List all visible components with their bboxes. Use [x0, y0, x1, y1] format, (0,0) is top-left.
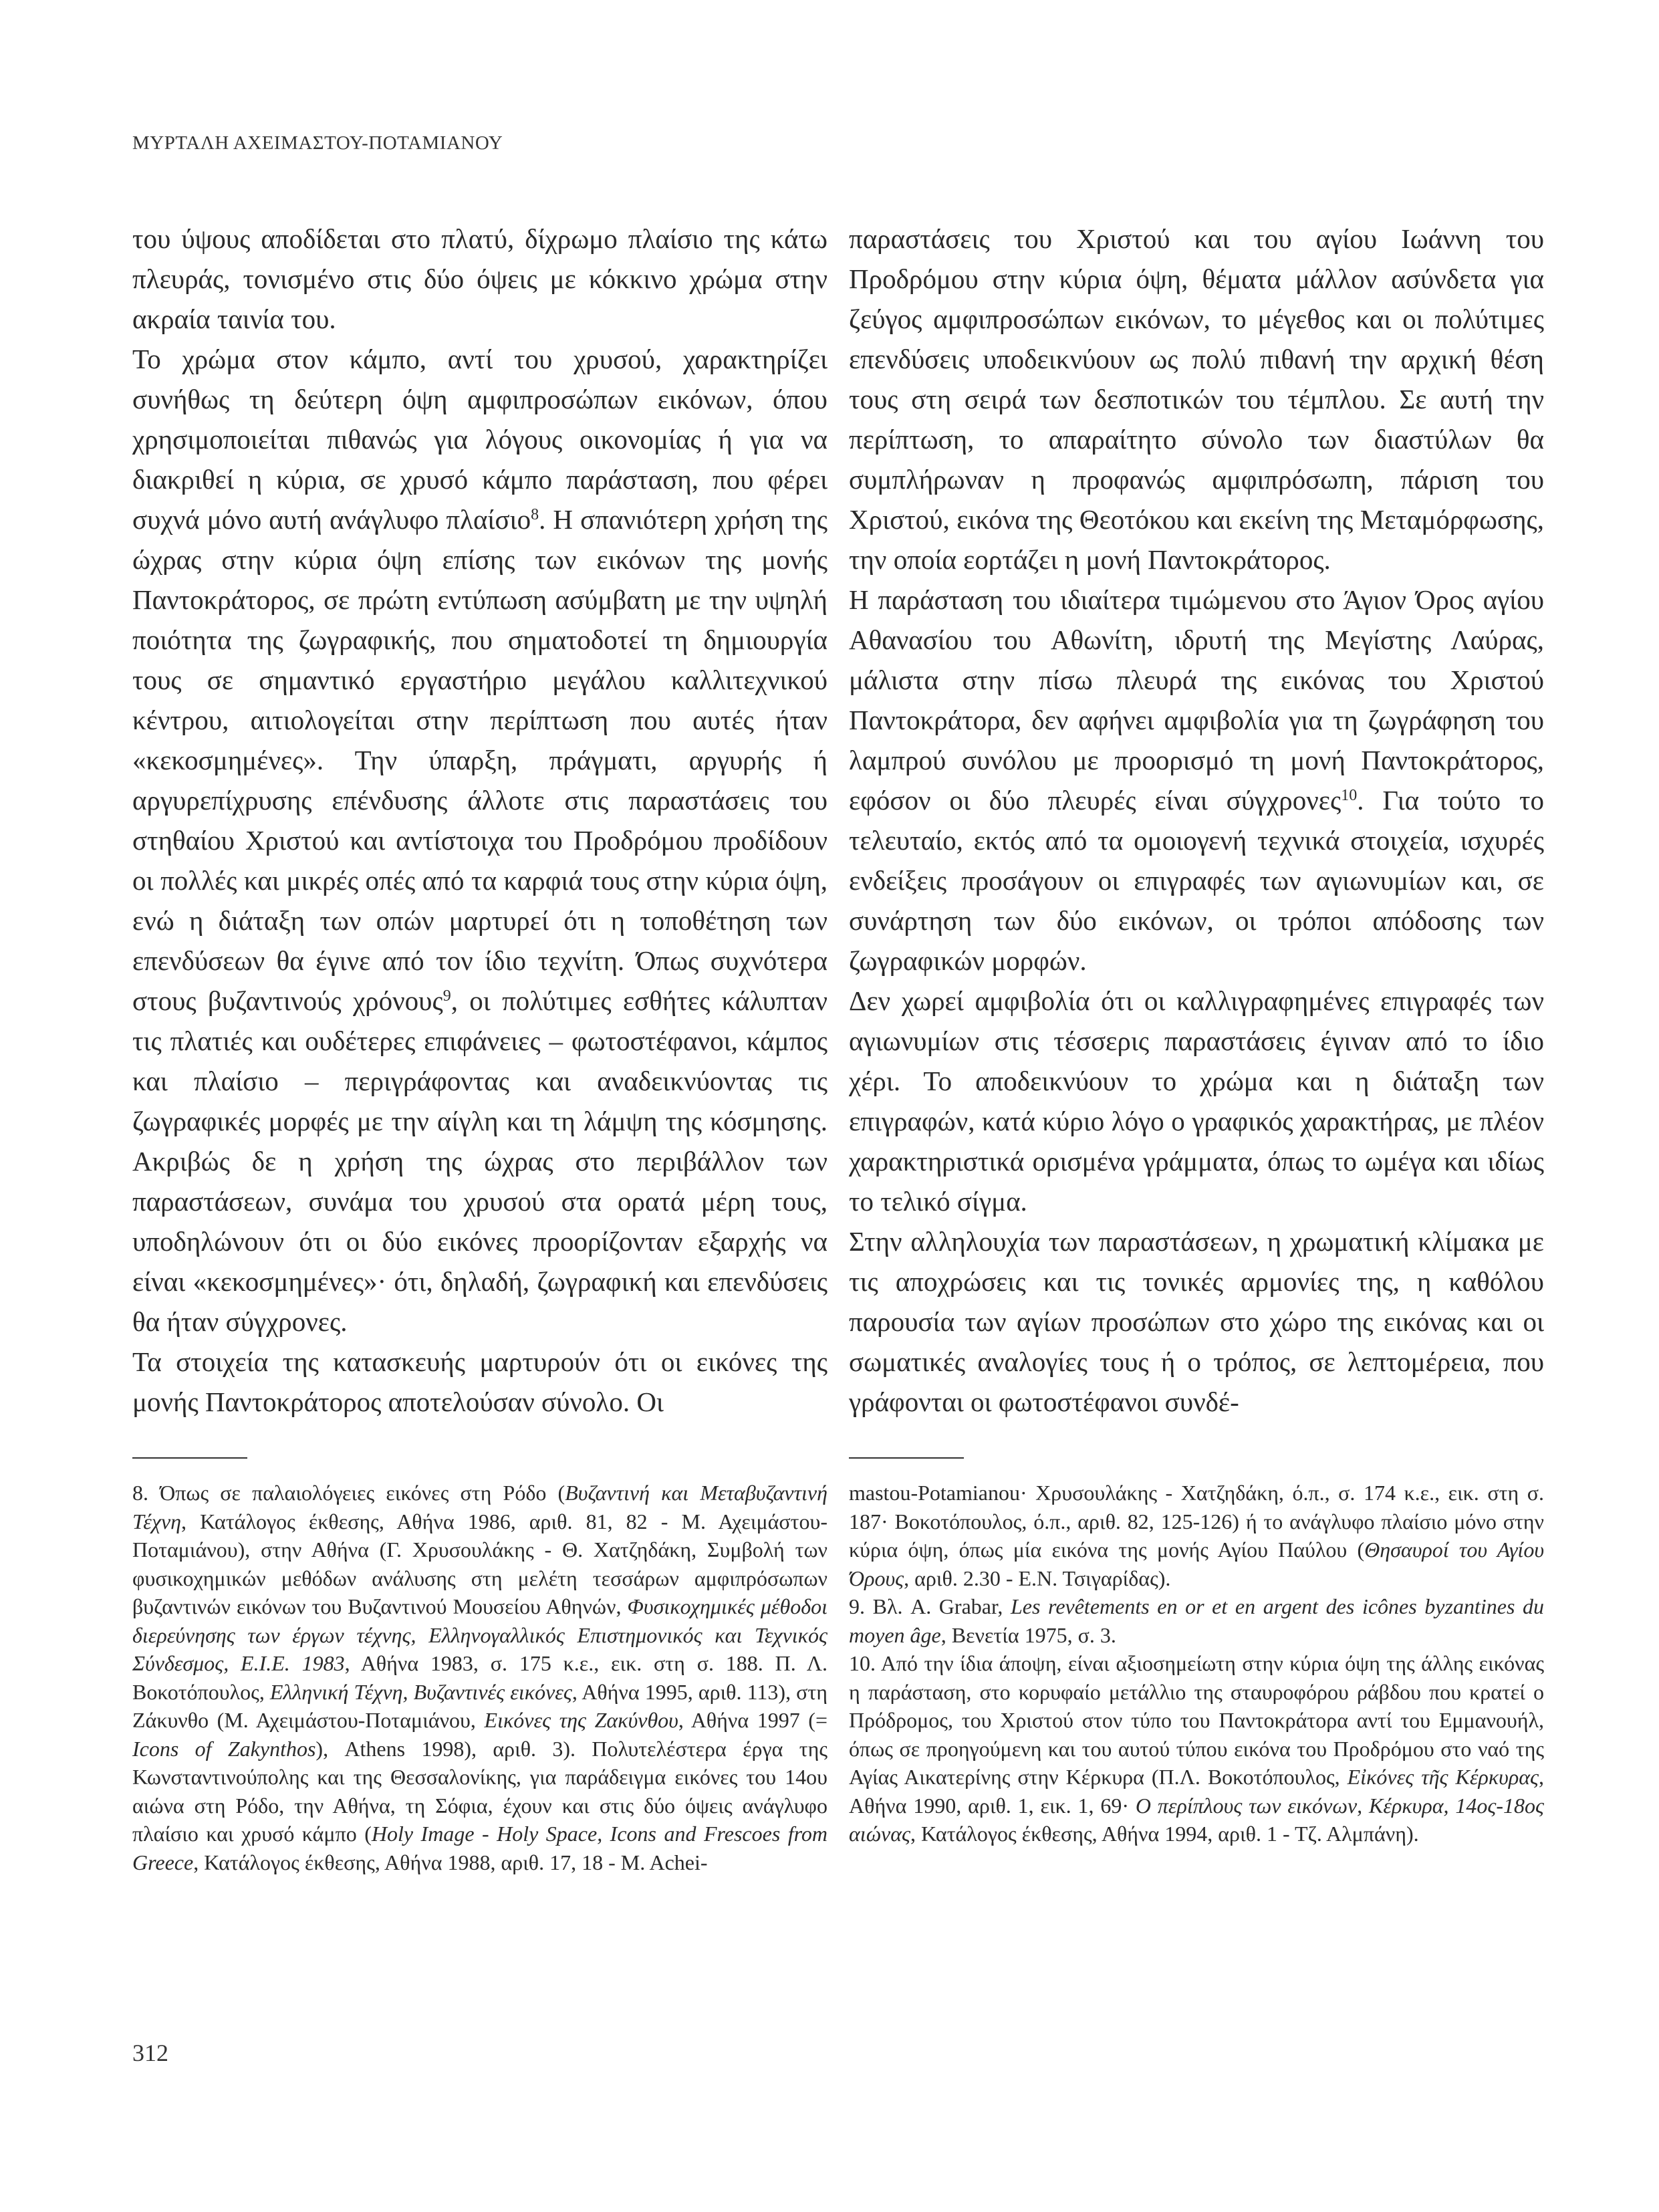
footnote-text: 9. Βλ. A. Grabar,: [849, 1594, 1011, 1618]
footnote-text: , Αθήνα 1997 (=: [678, 1708, 828, 1732]
body-column-left: [132, 219, 827, 1422]
paragraph: [849, 981, 1544, 1221]
footnote-title: Holy Image - Holy Space, Icons and Frescoes from Greece: [132, 1822, 828, 1874]
footnotes-right: [849, 1479, 1544, 1848]
paragraph-text: . Για τούτο το τελευταίο, εκτός από τα ομοιογενή τεχνικά στοιχεία, ισχυρές ενδείξεις προσάγουν οι επιγραφές των αγιωνυμίων και, σε συνάρτηση των δύο εικόνων, οι τρόποι απόδοσης των ζωγραφικών μορφών.: [849, 785, 1544, 976]
paragraph: [849, 219, 1544, 580]
footnote-9: [849, 1592, 1544, 1649]
footnote-text: , Κατάλογος έκθεσης, Αθήνα 1994, αριθ. 1 - Τζ. Αλμπάνη).: [910, 1822, 1419, 1846]
paragraph: [849, 580, 1544, 981]
footnote-title: Βυζαντινή και Μεταβυζαντινή Τέχνη: [132, 1481, 828, 1533]
paragraph-text: παραστάσεις του Χριστού και του αγίου Ιωάννη του Προδρόμου στην κύρια όψη, θέματα μάλλον ασύνδετα για ζεύγος αμφιπροσώπων εικόνων, το μέγεθος και οι πολύτιμες επενδύσεις υποδεικνύουν ως πολύ πιθανή την αρχική θέση τους στη σειρά των δεσποτικών του τέμπλου. Σε αυτή την περίπτωση, το απαραίτητο σύνολο των διαστύλων θα συμπλήρωναν η προφανώς αμφιπρόσωπη, πάριση του Χριστού, εικόνα της Θεοτόκου και εκείνη της Μεταμόρφωσης, την οποία εορτάζει η μονή Παντοκράτορος.: [849, 223, 1544, 575]
paragraph-text: , οι πολύτιμες εσθήτες κάλυπταν τις πλατιές και ουδέτερες επιφάνειες – φωτοστέφανοι, κάμπος και πλαίσιο – περιγράφοντας και αναδεικνύοντας τις ζωγραφικές μορφές με την αίγλη και τη λάμψη της κόσμησης. Ακριβώς δε η χρήση της ώχρας στο περιβάλλον των παραστάσεων, συνάμα του χρυσού στα ορατά μέρη τους, υποδηλώνουν ότι οι δύο εικόνες προορίζονταν εξαρχής να είναι «κεκοσμημένες»· ότι, δηλαδή, ζωγραφική και επενδύσεις θα ήταν σύγχρονες.: [132, 985, 827, 1337]
paragraph: [132, 1342, 827, 1422]
footnote-text: , Βενετία 1975, σ. 3.: [940, 1622, 1116, 1647]
footnote-text: , Αθήνα 1995, αριθ. 113), στη Ζάκυνθο (Μ. Αχειμάστου-Ποταμιάνου,: [132, 1679, 828, 1732]
footnote-text: 8. Όπως σε παλαιολόγειες εικόνες στη Ρόδο (: [132, 1481, 565, 1505]
footnote-title: Εικόνες της Ζακύνθου: [484, 1708, 678, 1732]
footnote-text: , Κατάλογος έκθεσης, Αθήνα 1986, αριθ. 81, 82 - Μ. Αχειμάστου-Ποταμιάνου), στην Αθήνα (Γ. Χρυσουλάκης - Θ. Χατζηδάκη, Συμβολή των φυσικοχημικών μεθόδων ανάλυσης στη μελέτη τεσσάρων αμφιπρόσωπων βυζαντινών εικόνων του Βυζαντινού Μουσείου Αθηνών,: [132, 1509, 827, 1618]
footnote-text: , αριθ. 2.30 - Ε.Ν. Τσιγαρίδας).: [904, 1566, 1171, 1590]
footnote-title: Εἰκόνες τῆς Κέρκυρας: [1347, 1765, 1539, 1789]
footnote-title: Ελληνική Τέχνη, Βυζαντινές εικόνες: [269, 1679, 572, 1704]
footnote-title: Ο περίπλους των εικόνων, Κέρκυρα, 14ος-18ος αιώνας: [849, 1793, 1545, 1846]
footnote-title: Les revêtements en or et en argent des icônes byzantines du moyen âge: [849, 1594, 1545, 1647]
footnote-ref[interactable]: 9: [442, 987, 451, 1005]
paragraph-text: Το χρώμα στον κάμπο, αντί του χρυσού, χαρακτηρίζει συνήθως τη δεύτερη όψη αμφιπροσώπων εικόνων, όπου χρησιμοποιείται πιθανώς για λόγους οικονομίας ή για να διακριθεί η κύρια, σε χρυσό κάμπο παράσταση, που φέρει συχνά μόνο αυτή ανάγλυφο πλαίσιο: [132, 344, 827, 535]
footnote-8-continued: [849, 1479, 1544, 1592]
paragraph-text: Η παράσταση του ιδιαίτερα τιμώμενου στο Άγιον Όρος αγίου Αθανασίου του Αθωνίτη, ιδρυτή της Μεγίστης Λαύρας, μάλιστα στην πίσω πλευρά της εικόνας του Χριστού Παντοκράτορα, δεν αφήνει αμφιβολία για τη ζωγράφηση του λαμπρού συνόλου με προορισμό τη μονή Παντοκράτορος, εφόσον οι δύο πλευρές είναι σύγχρονες: [849, 584, 1544, 816]
paragraph-text: του ύψους αποδίδεται στο πλατύ, δίχρωμο πλαίσιο της κάτω πλευράς, τονισμένο στις δύο όψεις με κόκκινο χρώμα στην ακραία ταινία του.: [132, 223, 827, 334]
footnotes-left: [132, 1479, 827, 1876]
footnote-rule: [132, 1457, 247, 1459]
body-column-right: [849, 219, 1544, 1422]
footnote-8: [132, 1479, 827, 1876]
footnote-10: [849, 1649, 1544, 1848]
paragraph: [849, 1221, 1544, 1422]
footnote-text: ), Athens 1998), αριθ. 3). Πολυτελέστερα έργα της Κωνσταντινούπολης και της Θεσσαλονίκης, για παράδειγμα εικόνες του 14ου αιώνα στη Ρόδο, την Αθήνα, τη Σόφια, έχουν και στις δύο όψεις ανάγλυφο πλαίσιο και χρυσό κάμπο (: [132, 1736, 827, 1846]
paragraph-text: Στην αλληλουχία των παραστάσεων, η χρωματική κλίμακα με τις αποχρώσεις και τις τονικές αρμονίες της, η καθόλου παρουσία των αγίων προσώπων στο χώρο της εικόνας και οι σωματικές αναλογίες τους ή ο τρόπος, σε λεπτομέρεια, που γράφονται οι φωτοστέφανοι συνδέ-: [849, 1226, 1544, 1417]
footnote-text: 10. Από την ίδια άποψη, είναι αξιοσημείωτη στην κύρια όψη της άλλης εικόνας η παράσταση, στο κορυφαίο μετάλλιο της σταυροφόρου ράβδου που κρατεί ο Πρόδρομος, του Χριστού στον τύπο του Παντοκράτορα αντί του Εμμανουήλ, όπως σε προηγούμενη και του αυτού τύπου εικόνα του Προδρόμου στο ναό της Αγίας Αικατερίνης στην Κέρκυρα (Π.Λ. Βοκοτόπουλος,: [849, 1651, 1544, 1789]
footnote-ref[interactable]: 8: [531, 506, 539, 523]
paragraph-text: Τα στοιχεία της κατασκευής μαρτυρούν ότι οι εικόνες της μονής Παντοκράτορος αποτελούσαν σύνολο. Οι: [132, 1346, 827, 1417]
footnote-ref[interactable]: 10: [1341, 787, 1358, 804]
footnote-title: Θησαυροί του Αγίου Όρους: [849, 1538, 1545, 1590]
footnote-text: mastou-Potamianou· Χρυσουλάκης - Χατζηδάκη, ό.π., σ. 174 κ.ε., εικ. στη σ. 187· Βοκοτόπουλος, ό.π., αριθ. 82, 125-126) ή το ανάγλυφο πλαίσιο μόνο στην κύρια όψη, όπως μία εικόνα της μονής Αγίου Παύλου (: [849, 1481, 1544, 1562]
running-head: ΜΥΡΤΑΛΗ ΑΧΕΙΜΑΣΤΟΥ-ΠΟΤΑΜΙΑΝΟΥ: [132, 132, 503, 154]
footnote-title: Φυσικοχημικές μέθοδοι διερεύνησης των έργων τέχνης, Ελληνογαλλικός Επιστημονικός και Τεχνικός Σύνδεσμος, Ε.Ι.Ε. 1983: [132, 1594, 828, 1675]
paragraph-text: Δεν χωρεί αμφιβολία ότι οι καλλιγραφημένες επιγραφές των αγιωνυμίων στις τέσσερις παραστάσεις έγιναν από το ίδιο χέρι. Το αποδεικνύουν το χρώμα και η διάταξη των επιγραφών, κατά κύριο λόγο ο γραφικός χαρακτήρας, με πλέον χαρακτηριστικά ορισμένα γράμματα, όπως το ωμέγα και ιδίως το τελικό σίγμα.: [849, 985, 1544, 1217]
page-number: 312: [132, 2040, 168, 2066]
paragraph: [132, 339, 827, 1342]
footnote-rule: [849, 1457, 964, 1459]
paragraph: [132, 219, 827, 339]
footnote-text: , Κατάλογος έκθεσης, Αθήνα 1988, αριθ. 17, 18 - M. Achei-: [193, 1850, 708, 1874]
footnote-text: , Αθήνα 1983, σ. 175 κ.ε., εικ. στη σ. 188. Π. Λ. Βοκοτόπουλος,: [132, 1651, 827, 1704]
paragraph-text: . Η σπανιότερη χρήση της ώχρας στην κύρια όψη επίσης των εικόνων της μονής Παντοκράτορος, σε πρώτη εντύπωση ασύμβατη με την υψηλή ποιότητα της ζωγραφικής, που σηματοδοτεί τη δημιουργία τους σε σημαντικό εργαστήριο μεγάλου καλλιτεχνικού κέντρου, αιτιολογείται στην περίπτωση που αυτές ήταν «κεκοσμημένες». Την ύπαρξη, πράγματι, αργυρής ή αργυρεπίχρυσης επένδυσης άλλοτε στις παραστάσεις του στηθαίου Χριστού και αντίστοιχα του Προδρόμου προδίδουν οι πολλές και μικρές οπές από τα καρφιά τους στην κύρια όψη, ενώ η διάταξη των οπών μαρτυρεί ότι η τοποθέτηση των επενδύσεων θα έγινε από τον ίδιο τεχνίτη. Όπως συχνότερα στους βυζαντινούς χρόνους: [132, 504, 827, 1016]
footnote-text: , Αθήνα 1990, αριθ. 1, εικ. 1, 69·: [849, 1765, 1544, 1818]
footnote-title: Icons of Zakynthos: [132, 1736, 316, 1761]
